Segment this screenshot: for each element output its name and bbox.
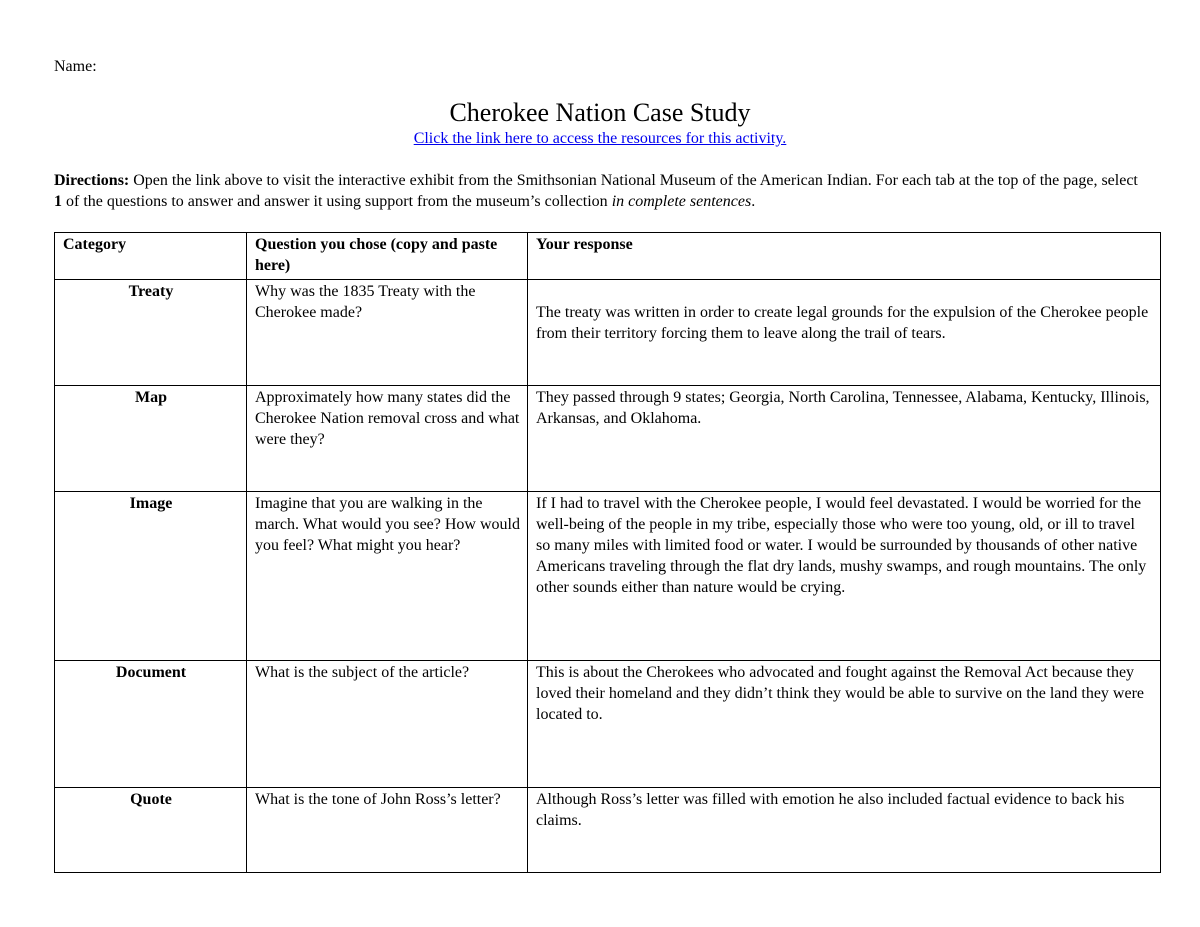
response-cell[interactable]: They passed through 9 states; Georgia, North Carolina, Tennessee, Alabama, Kentucky, Illinois, Arkansas, and Oklahoma. bbox=[528, 386, 1161, 492]
response-cell[interactable]: This is about the Cherokees who advocated and fought against the Removal Act because they loved their homeland and they didn’t think they would be able to survive on the land they were located to. bbox=[528, 661, 1161, 788]
response-text: The treaty was written in order to create legal grounds for the expulsion of the Cherokee people from their territory forcing them to leave along the trail of tears. bbox=[536, 304, 1149, 342]
response-cell[interactable] bbox=[528, 280, 1161, 386]
category-cell: Map bbox=[55, 386, 247, 492]
question-cell[interactable]: What is the tone of John Ross’s letter? bbox=[247, 788, 528, 873]
case-study-table bbox=[54, 232, 1161, 873]
page-title: Cherokee Nation Case Study bbox=[449, 98, 751, 127]
directions-paragraph bbox=[54, 170, 1149, 212]
resources-link[interactable]: Click the link here to access the resources for this activity. bbox=[413, 130, 787, 147]
table-row bbox=[55, 788, 1161, 873]
question-cell[interactable]: What is the subject of the article? bbox=[247, 661, 528, 788]
header-question: Question you chose (copy and paste here) bbox=[247, 233, 528, 280]
header-response: Your response bbox=[528, 233, 1161, 280]
header-category: Category bbox=[55, 233, 247, 280]
response-cell[interactable]: If I had to travel with the Cherokee people, I would feel devastated. I would be worried for the well-being of the people in my tribe, especially those who were too young, old, or ill to travel so many miles with limited food or water. I would be surrounded by thousands of other native Americans traveling through the flat dry lands, mushy swamps, and rough mountains. The only other sounds either than nature would be crying. bbox=[528, 492, 1161, 661]
question-cell[interactable]: Approximately how many states did the Cherokee Nation removal cross and what were they? bbox=[247, 386, 528, 492]
resource-link-container bbox=[0, 129, 1200, 149]
directions-number: 1 bbox=[54, 193, 62, 210]
question-cell[interactable]: Imagine that you are walking in the march. What would you see? How would you feel? What might you hear? bbox=[247, 492, 528, 661]
directions-emphasis: in complete sentences bbox=[611, 193, 752, 210]
response-cell[interactable]: Although Ross’s letter was filled with emotion he also included factual evidence to back his claims. bbox=[528, 788, 1161, 873]
directions-text-1: Open the link above to visit the interactive exhibit from the Smithsonian National Museum of the American Indian. For each tab at the top of the page, select bbox=[129, 172, 1138, 189]
category-cell: Treaty bbox=[55, 280, 247, 386]
table-row bbox=[55, 280, 1161, 386]
table-row bbox=[55, 386, 1161, 492]
header-row bbox=[55, 233, 1161, 280]
directions-label: Directions: bbox=[54, 172, 130, 189]
table-row bbox=[55, 492, 1161, 661]
directions-end: . bbox=[751, 193, 756, 210]
directions-text-2: of the questions to answer and answer it using support from the museum’s collection bbox=[62, 193, 612, 210]
table-row bbox=[55, 661, 1161, 788]
category-cell: Image bbox=[55, 492, 247, 661]
question-cell[interactable]: Why was the 1835 Treaty with the Cherokee made? bbox=[247, 280, 528, 386]
name-label: Name: bbox=[54, 58, 97, 75]
category-cell: Document bbox=[55, 661, 247, 788]
category-cell: Quote bbox=[55, 788, 247, 873]
